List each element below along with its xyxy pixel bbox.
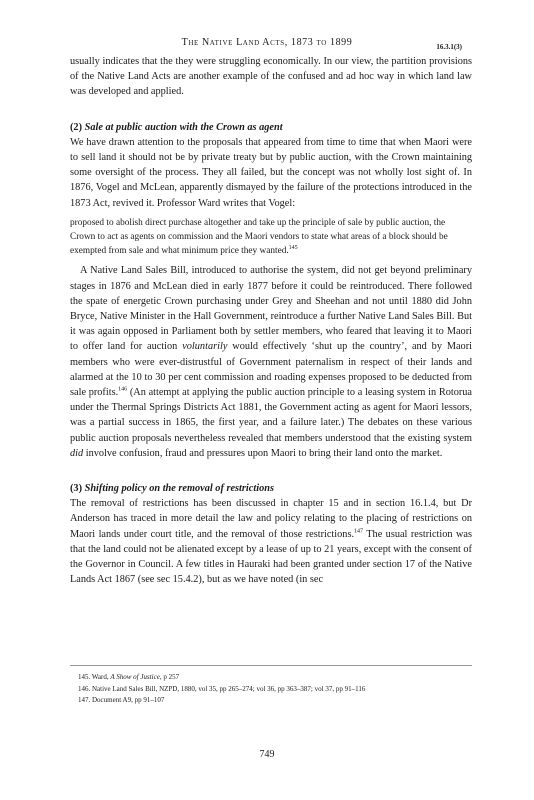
section-2-title: Sale at public auction with the Crown as agent [84,121,283,133]
footnote-ref-145: 145 [288,245,298,252]
footnote-ref-147: 147 [354,528,364,535]
footnote-146: 146. Native Land Sales Bill, NZPD, 1880, vol 35, pp 265–274; vol 36, pp 363–387; vol 37, pp 91–116 [78,684,366,693]
section-2-paragraph-2: A Native Land Sales Bill, introduced to authorise the system, did not get beyond preliminary stages in 1876 and McLean died in early 1877 before it could be reintroduced. There followed the spate of energetic Crown purchasing under Grey and Sheehan and not until 1880 did John Bryce, Native Minister in the Hall Government, reintroduce a further Native Land Sales Bill. But it was again opposed in Parliament both by settler members, who feared that leaving it to Maori to offer land for auction voluntarily would effectively ‘shut up the country’, and by Maori members who were ever-distrustful of Government paternalism in respect of their lands and alarmed at the 10 to 30 per cent commission and roading expenses proposed to be deducted from sale profits.$^{146}$ (An attempt at applying the public auction principle to a leasing system in Rotorua under the Thermal Springs Districts Act 1881, the Government acting as agent for Maori lessors, was a partial success in 1865, the first year, and a failure later.) The debates on these various public auction proposals nevertheless revealed that members understood that the existing system did involve confusion, fraud and pressures upon Maori to bring their land onto the market. [70,265,472,459]
section-3-title: Shifting policy on the removal of restrictions [84,483,274,495]
section-3-paragraph: The removal of restrictions has been discussed in chapter 15 and in section 16.1.4, but Dr Anderson has traced in more detail the law and policy relating to the placing of restrictions on Maori lands under court title, and the removal of those restrictions.$^{147}$ The usual restriction was that the land could not be alienated except by a lease of up to 21 years, except with the consent of the Governor in Council. A few titles in Hauraki had been granted under section 17 of the Native Lands Act 1867 (see sec 15.4.2), but as we have noted (in sec [70,498,472,586]
running-head: The Native Land Acts, 1873 to 1899 [181,37,353,48]
footnote-divider [70,665,472,666]
quote-text: proposed to abolish direct purchase altogether and take up the principle of sale by public auction, the Crown to act as agents on commission and the Maori vendors to state what areas of a block should be exempted from sale and what minimum price they wanted. [70,217,448,257]
footnote-ref-146: 146 [118,386,128,393]
section-3-number: (3) [70,483,83,495]
section-2-paragraph-1: We have drawn attention to the proposals that appeared from time to time that when Maori were to sell land it should not be by private treaty but by public auction, with the Crown maintaining some oversight of the process. They all failed, but the concept was not wholly lost sight of. In 1876, Vogel and McLean, apparently dismayed by the failure of the protections introduced in the 1873 Act, revived it. Professor Ward writes that Vogel: [70,136,472,209]
footnote-147: 147. Document A9, pp 91–107 [78,696,165,704]
body-text [70,54,472,588]
intro-paragraph: usually indicates that the they were struggling economically. In our view, the partition provisions of the Native Land Acts are another example of the confused and ad hoc way in which land law was developed and applied. [70,56,472,98]
section-3-heading [70,481,472,496]
section-2-heading [70,120,472,135]
footnote-145: 145. Ward, A Show of Justice, p 257 [78,673,180,681]
emphasis-voluntarily: voluntarily [182,341,228,353]
section-2-number: (2) [70,121,83,133]
page-number: 749 [259,749,275,760]
section-reference: 16.3.1(3) [436,43,462,51]
emphasis-did: did [70,447,84,459]
footnotes [70,672,472,707]
block-quote [70,216,472,259]
